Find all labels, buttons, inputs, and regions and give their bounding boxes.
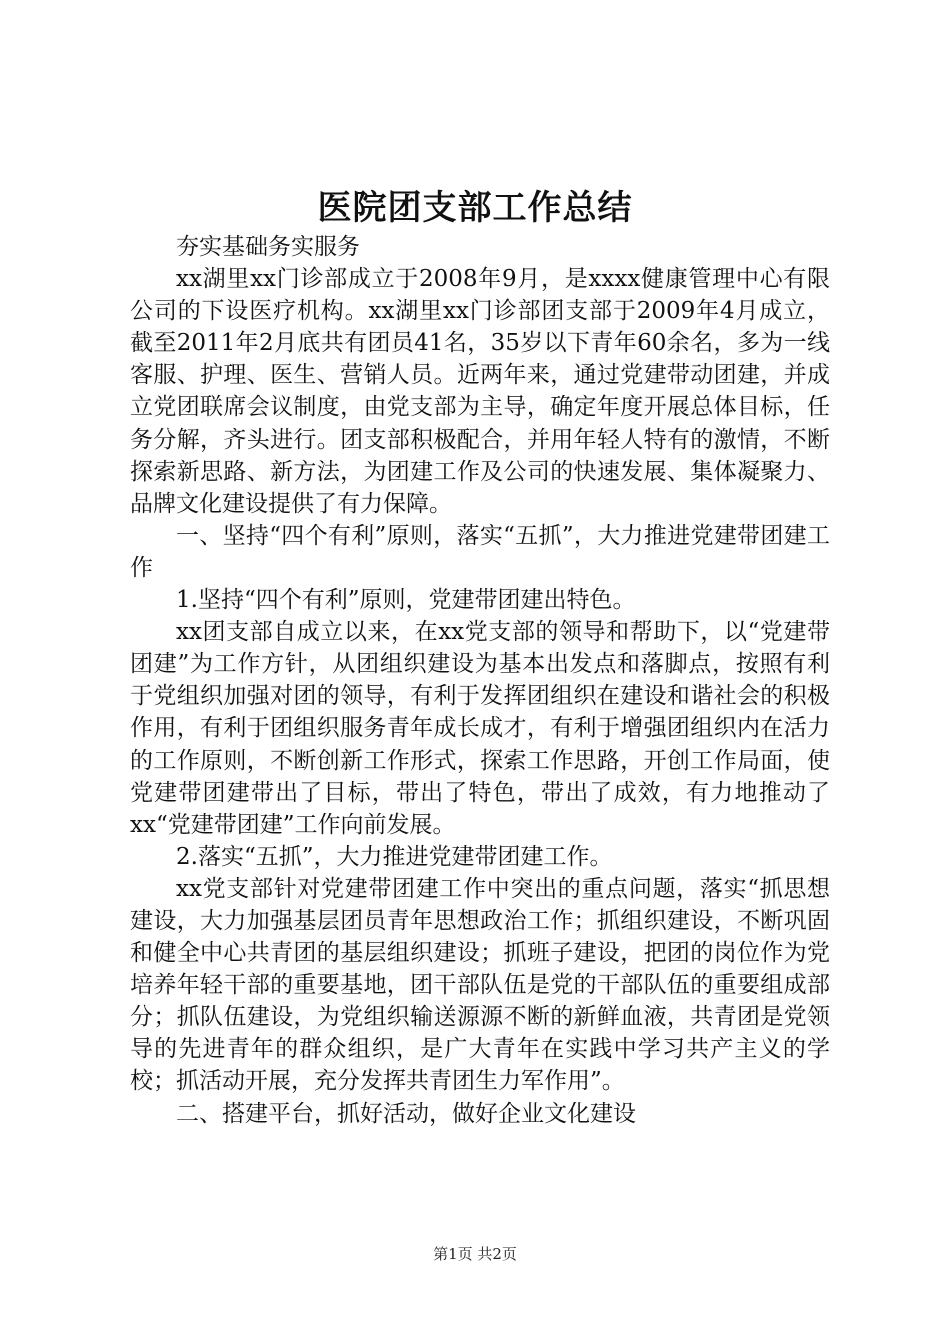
document-title: 医院团支部工作总结: [317, 188, 633, 228]
section-heading-2: 二、搭建平台，抓好活动，做好企业文化建设: [176, 1100, 636, 1127]
paragraph-intro: xx湖里xx门诊部成立于2008年9月，是xxxx健康管理中心有限公司的下设医疗机构。xx湖里xx门诊部团支部于2009年4月成立，截至2011年2月底共有团员41名，35岁以下青年60余名，多为一线客服、护理、医生、营销人员。近两年来，通过党建带动团建，并成立党团联席会议制度，由党支部为主导，确定年度开展总体目标，任务分解，齐头进行。团支部积极配合，并用年轻人特有的激情，不断探索新思路、新方法，为团建工作及公司的快速发展、集体凝聚力、品牌文化建设提供了有力保障。: [130, 266, 830, 517]
paragraph-body-1: xx团支部自成立以来，在xx党支部的领导和帮助下，以“党建带团建”为工作方针，从团组织建设为基本出发点和落脚点，按照有利于党组织加强对团的领导，有利于发挥团组织在建设和谐社会的积极作用，有利于团组织服务青年成长成才，有利于增强团组织内在活力的工作原则，不断创新工作形式，探索工作思路，开创工作局面，使党建带团建带出了目标，带出了特色，带出了成效，有力地推动了xx“党建带团建”工作向前发展。: [130, 619, 830, 838]
document-body: [130, 231, 830, 1130]
section-heading-1: 一、坚持“四个有利”原则，落实“五抓”，大力推进党建带团建工作: [130, 522, 830, 581]
subsection-heading-1: 1.坚持“四个有利”原则，党建带团建出特色。: [176, 587, 636, 614]
paragraph-subtitle: 夯实基础务实服务: [176, 234, 360, 260]
page-footer: 第1页 共2页: [433, 1245, 517, 1263]
subsection-heading-2: 2.落实“五抓”，大力推进党建带团建工作。: [176, 843, 613, 870]
paragraph-body-2: xx党支部针对党建带团建工作中突出的重点问题，落实“抓思想建设，大力加强基层团员青年思想政治工作；抓组织建设，不断巩固和健全中心共青团的基层组织建设；抓班子建设，把团的岗位作为党培养年轻干部的重要基地，团干部队伍是党的干部队伍的重要组成部分；抓队伍建设，为党组织输送源源不断的新鲜血液，共青团是党领导的先进青年的群众组织，是广大青年在实践中学习共产主义的学校；抓活动开展，充分发挥共青团生力军作用”。: [130, 875, 830, 1095]
